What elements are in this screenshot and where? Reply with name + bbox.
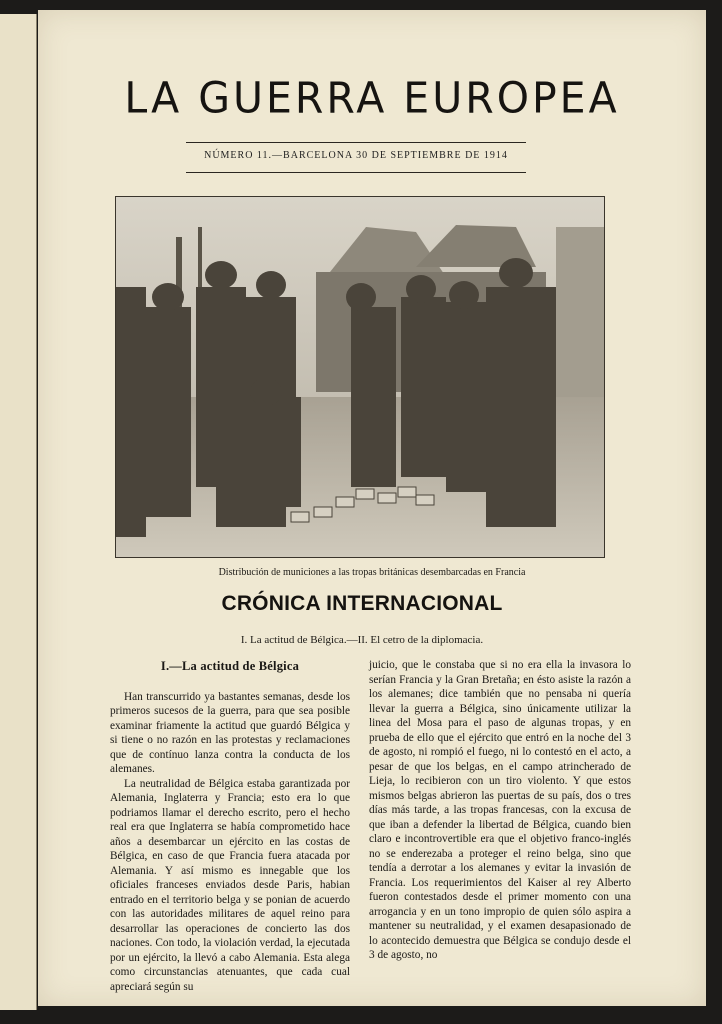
photo-caption: Distribución de municiones a las tropas británicas desembarcadas en Francia	[218, 567, 526, 578]
photo-illustration	[116, 197, 604, 557]
masthead-rule-bottom	[186, 172, 526, 173]
paragraph: La neutralidad de Bélgica estaba garantizada por Alemania, Inglaterra y Francia; esto era lo que podriamos llamar el derecho escrito, pero el hecho real era que Inglaterra se había comprometido hace años a desembarcar un ejército en las costas de Bélgica, en caso de que Francia fuera atacada por Alemania. Y así mismo es innegable que los oficiales franceses enviados desde Paris, habian entrado en el territorio belga y se ponian de acuerdo con las autoridades militares de aquel reino para desarrollar las operaciones de concierto las dos naciones. Con todo, la violación verdad, la ejecutada por un ejército, la llevó a cabo Alemania. Esta alega como circunstancias atenuantes, que cada cual apreciará según su	[110, 777, 350, 993]
adjacent-page-edge	[0, 14, 37, 1010]
soldiers-photograph	[115, 196, 605, 558]
article-title: CRÓNICA INTERNACIONAL	[221, 592, 503, 615]
paragraph: juicio, que le constaba que si no era ella la invasora lo serían Francia y la Gran Bretaña; en ésto asiste la razón a los alemanes; dice también que no pensaba ni quería llevar la guerra a Bélgica, sino únicamente utilizar la linea del Mosa para el paso de algunas tropas, y en prueba de ello que el ejército que entró en la noche del 3 de agosto, ni rompió el fuego, ni lo contestó en el acto, a pesar de que los belgas, en el campo atrincherado de Lieja, lo recibieron con un tiro violento. Y que estos mismos belgas abrieron las puertas de su país, dos o tres días más tarde, a las tropas francesas, con la excusa de que iban a defender la libertad de Bélgica, cuando bien claro e incontrovertible era que el objetivo franco-inglés no se enderezaba a proteger el reino belga, sino que tendía a derrotar a los alemanes y evitar la invasión de Francia. Los requerimientos del Kaiser al rey Alberto fueron contestados desde el primer momento con una arrogancia y en un tono impropio de quien sólo aspira a mantener su neutralidad, y el examen desapasionado de lo acontecido demuestra que Bélgica se condujo desde el 3 de agosto, no	[369, 659, 631, 961]
article-subtitle: I. La actitud de Bélgica.—II. El cetro de la diplomacia.	[240, 634, 484, 646]
masthead-title: LA GUERRA EUROPEA	[124, 72, 620, 124]
section-heading: I.—La actitud de Bélgica	[160, 659, 300, 673]
newspaper-page	[38, 10, 706, 1006]
issue-line: NÚMERO 11.—BARCELONA 30 DE SEPTIEMBRE DE 1914	[204, 150, 508, 161]
masthead-rule-top	[186, 142, 526, 143]
paragraph: Han transcurrido ya bastantes semanas, desde los primeros sucesos de la guerra, para que sea posible examinar friamente la actitud que guardó Bélgica y si tiene o no razón en las protestas y reclamaciones que de contínuo lanza contra la conducta de los alemanes.	[110, 690, 350, 775]
article-column-left	[110, 658, 350, 994]
article-column-right	[369, 658, 631, 963]
